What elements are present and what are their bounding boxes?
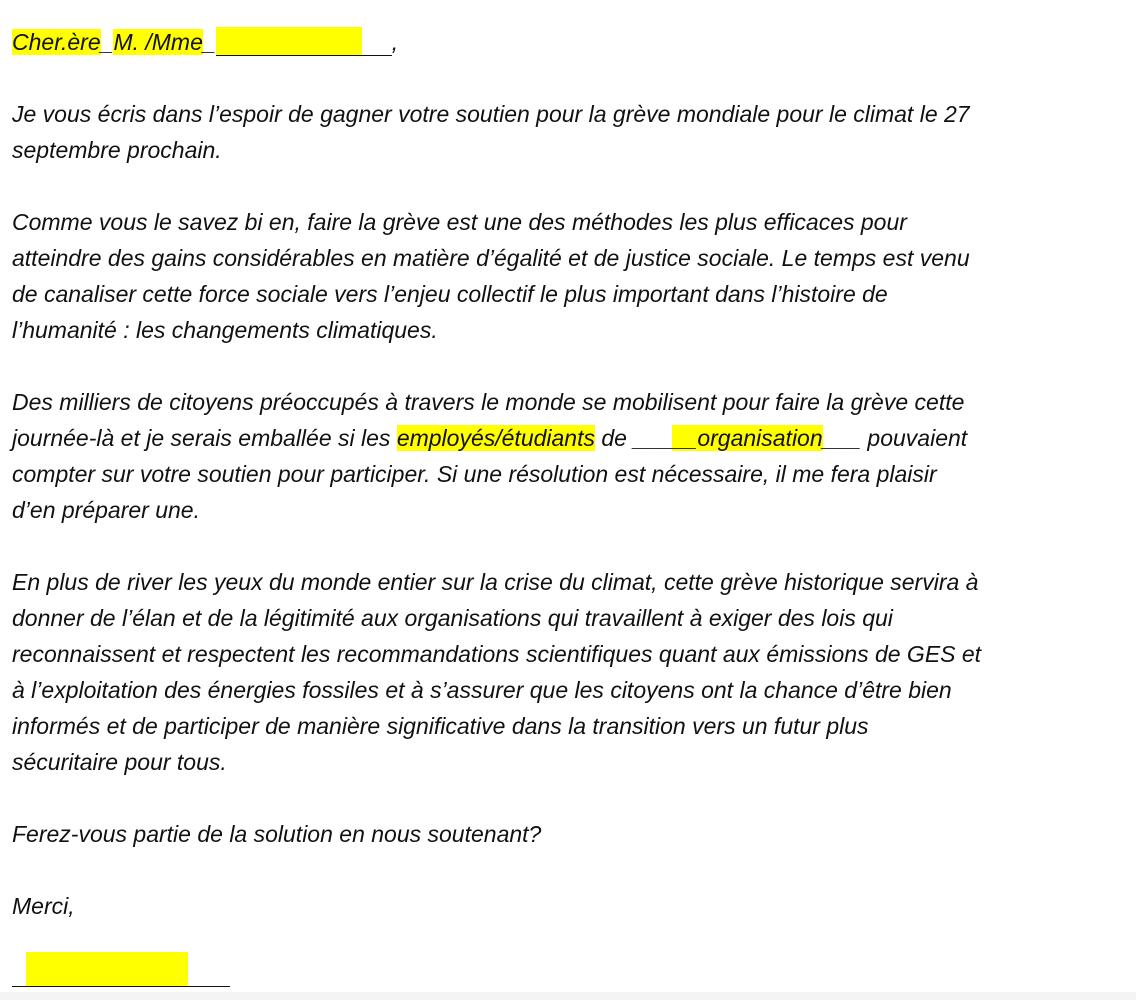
paragraph-2-line-1: Comme vous le savez bi en, faire la grève est une des méthodes les plus efficaces pour [12, 209, 907, 235]
paragraph-3-line-3: compter sur votre soutien pour participer. Si une résolution est nécessaire, il me fera plaisir [12, 461, 937, 487]
paragraph-3-line-4: d’en préparer une. [12, 497, 200, 523]
salutation-name-blank[interactable] [216, 27, 362, 56]
salutation-separator: _ [100, 29, 114, 55]
organisation-blank-pre: ___ [633, 425, 672, 451]
paragraph-4-line-6: sécuritaire pour tous. [12, 749, 227, 775]
salutation-comma: , [391, 29, 399, 55]
paragraph-4-line-3: reconnaissent et respectent les recommandations scientifiques quant aux émissions de GES et [12, 641, 982, 667]
paragraph-4-line-4: à l’exploitation des énergies fossiles et à s’assurer que les citoyens ont la chance d’être bien [12, 677, 952, 703]
salutation-cher: Cher.ère [12, 29, 101, 55]
paragraph-1-line-1: Je vous écris dans l’espoir de gagner votre soutien pour la grève mondiale pour le climat le 27 [12, 101, 970, 127]
employees-students-highlight[interactable]: employés/étudiants [396, 425, 595, 451]
p3-text-a: journée-là et je serais emballée si les [12, 425, 397, 451]
salutation-blank-tail [362, 29, 392, 56]
organisation-highlight[interactable]: __organisation [671, 425, 823, 451]
paragraph-1-line-2: septembre prochain. [12, 137, 222, 163]
salutation-title: M. /Mme [113, 29, 203, 55]
letter-body [12, 24, 1130, 924]
paragraph-4-line-2: donner de l’élan et de la légitimité aux organisations qui travaillent à exiger des lois qui [12, 605, 893, 631]
paragraph-3-line-1: Des milliers de citoyens préoccupés à travers le monde se mobilisent pour faire la grève cette [12, 389, 965, 415]
salutation-lead: _ [202, 29, 216, 55]
paragraph-2-line-4: l’humanité : les changements climatiques. [12, 317, 438, 343]
paragraph-2-line-2: atteindre des gains considérables en matière d’égalité et de justice sociale. Le temps est venu [12, 245, 970, 271]
closing-merci: Merci, [12, 893, 75, 919]
organisation-blank-post: ___ [822, 425, 862, 451]
salutation-line [12, 24, 1130, 60]
paragraph-3-line-2 [12, 420, 1130, 456]
signature-highlight-blank[interactable] [26, 952, 188, 986]
paragraph-2-line-3: de canaliser cette force sociale vers l’enjeu collectif le plus important dans l’histoire de [12, 281, 888, 307]
page-bottom-edge [0, 992, 1136, 1000]
p3-text-b: de [595, 425, 634, 451]
paragraph-4-line-5: informés et de participer de manière significative dans la transition vers un futur plus [12, 713, 869, 739]
paragraph-4-line-1: En plus de river les yeux du monde entier sur la crise du climat, cette grève historique servira à [12, 569, 979, 595]
question-line: Ferez-vous partie de la solution en nous soutenant? [12, 821, 542, 847]
signature-line[interactable] [12, 952, 230, 987]
p3-text-c: pouvaient [861, 425, 968, 451]
